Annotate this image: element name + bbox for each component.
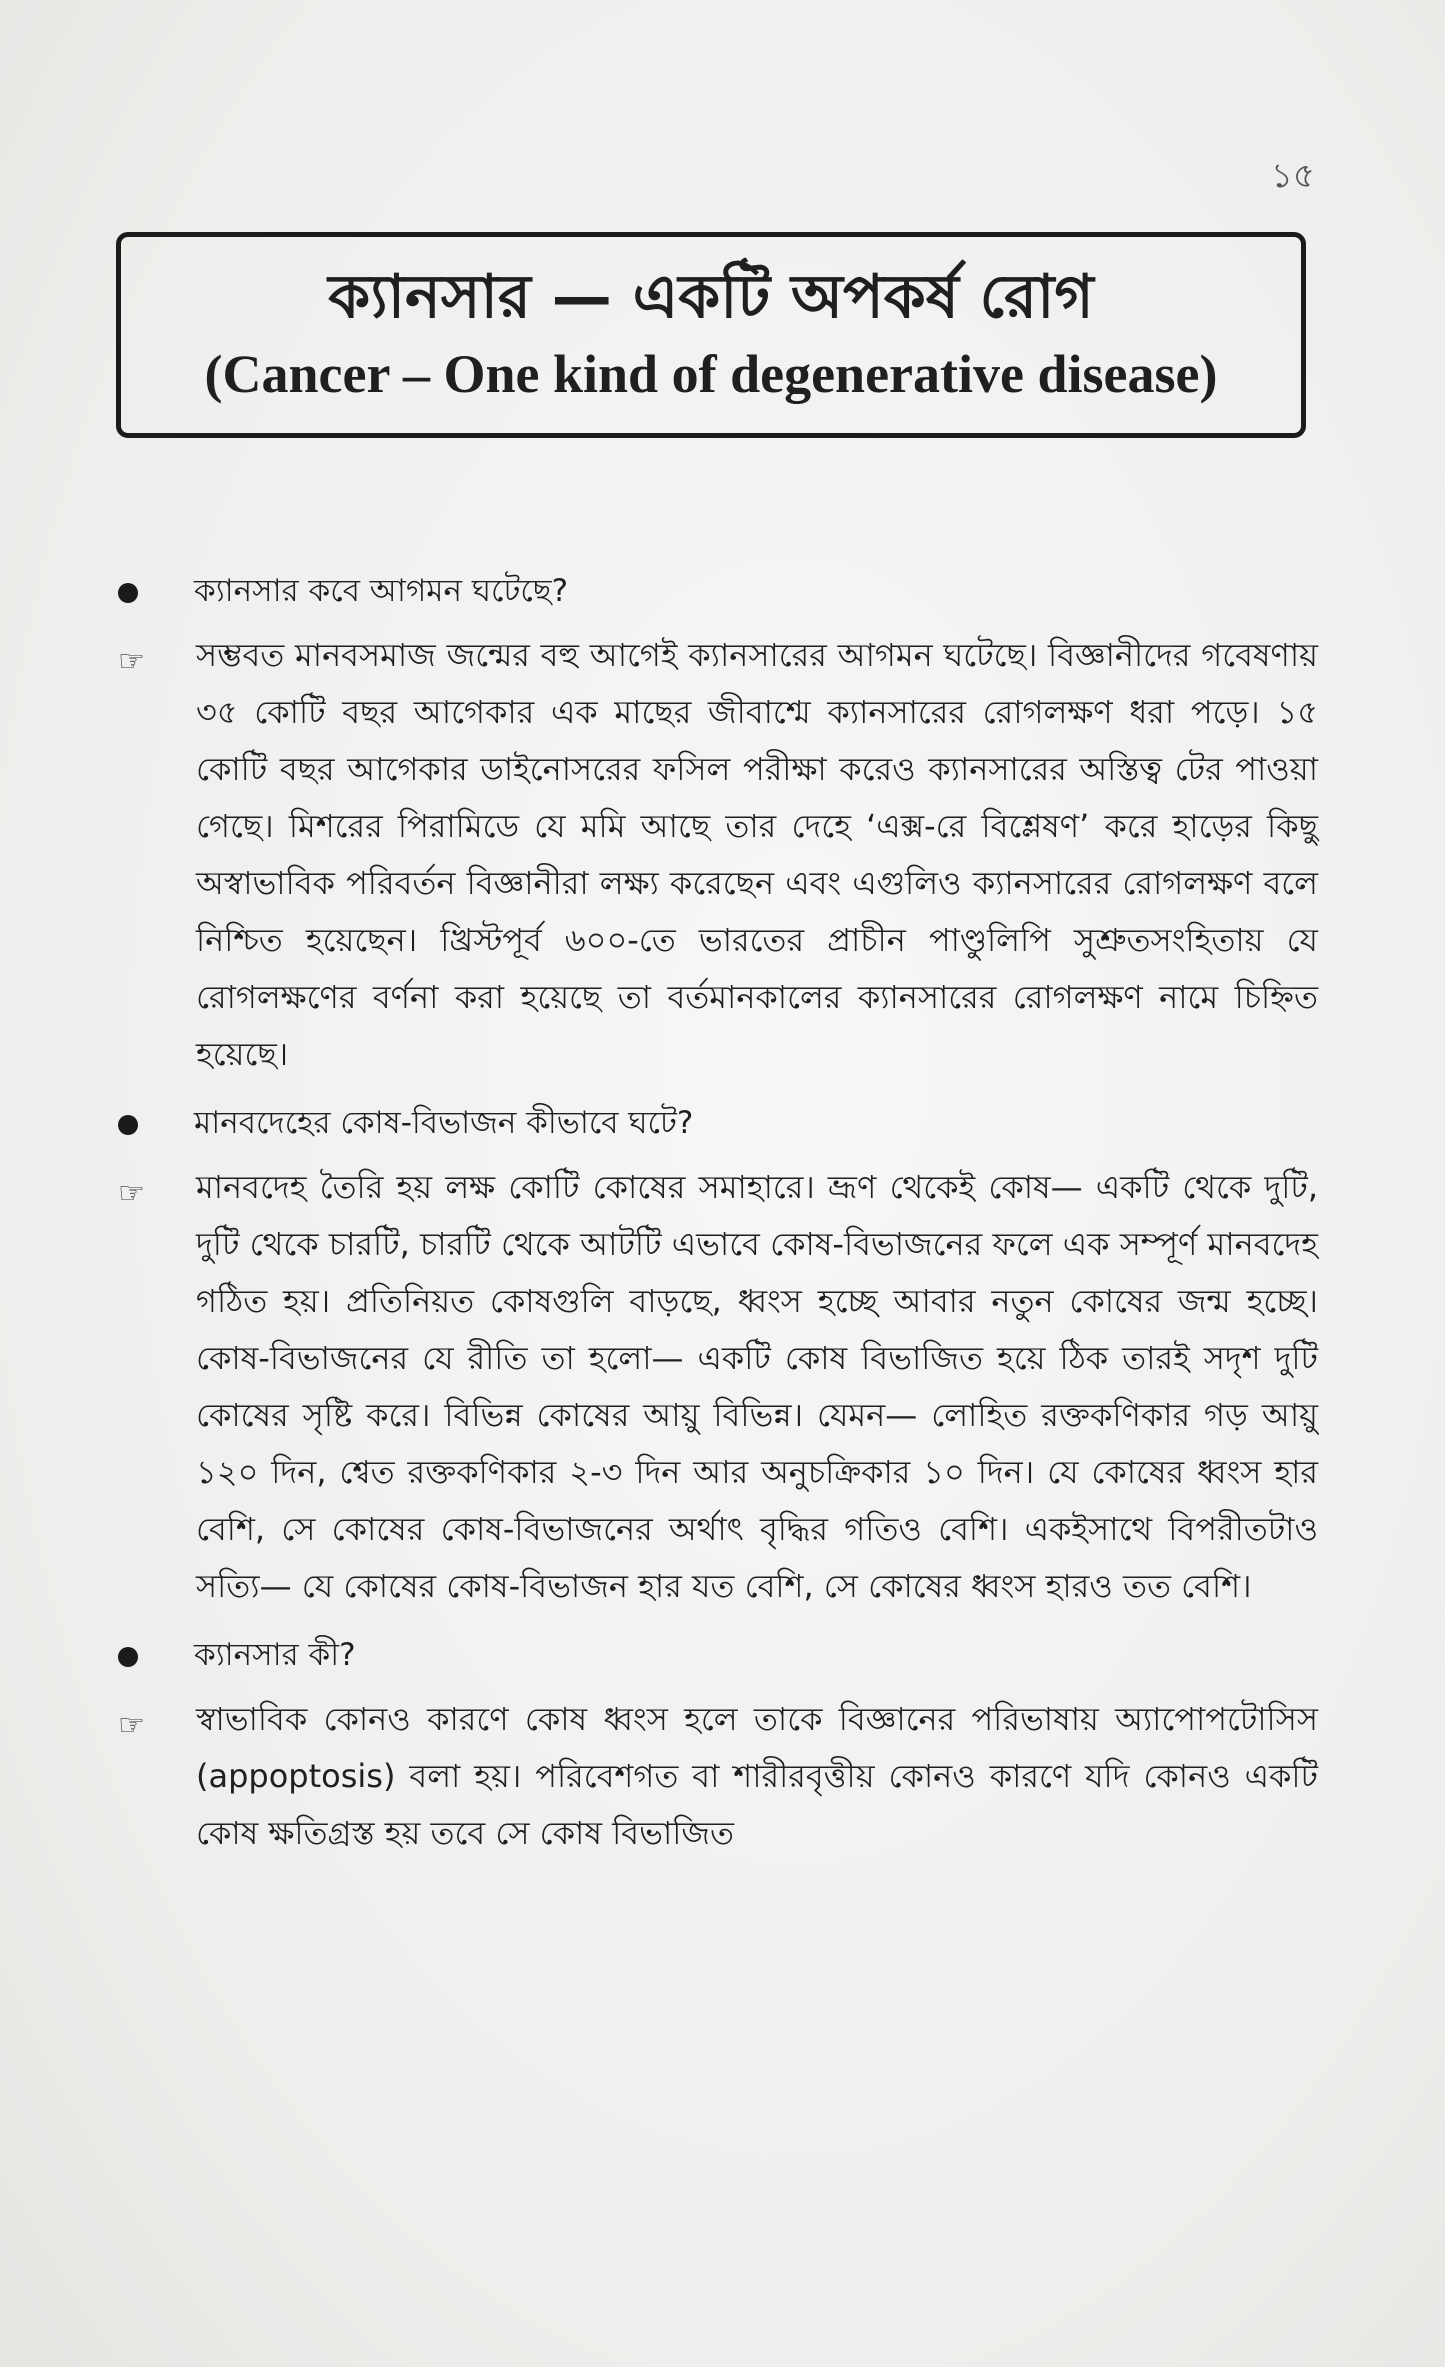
answer-text: মানবদেহ তৈরি হয় লক্ষ কোটি কোষের সমাহারে। ভ্রূণ থেকেই কোষ— একটি থেকে দুটি, দুটি থেকে চারটি, চারটি থেকে আটটি এভাবে কোষ-বিভাজনের ফলে এক সম্পূর্ণ মানবদেহ গঠিত হয়। প্রতিনিয়ত কোষগুলি বাড়ছে, ধ্বংস হচ্ছে আবার নতুন কোষের জন্ম হচ্ছে। কোষ-বিভাজনের যে রীতি তা হলো— একটি কোষ বিভাজিত হয়ে ঠিক তারই সদৃশ দুটি কোষের সৃষ্টি করে। বিভিন্ন কোষের আয়ু বিভিন্ন। যেমন— লোহিত রক্তকণিকার গড় আয়ু ১২০ দিন, শ্বেত রক্তকণিকার ২-৩ দিন আর অনুচক্রিকার ১০ দিন। যে কোষের ধ্বংস হার বেশি, সে কোষের কোষ-বিভাজনের অর্থাৎ বৃদ্ধির গতিও বেশি। একইসাথে বিপরীতটাও সত্যি— যে কোষের কোষ-বিভাজন হার যত বেশি, সে কোষের ধ্বংস হারও তত বেশি। bbox=[196, 1168, 1318, 1605]
bullet-icon bbox=[118, 583, 138, 603]
pointing-hand-icon: ☞ bbox=[118, 644, 145, 679]
question-text: মানবদেহের কোষ-বিভাজন কীভাবে ঘটে? bbox=[194, 1105, 694, 1141]
answer-paragraph bbox=[118, 1691, 1318, 1862]
question-text: ক্যানসার কবে আগমন ঘটেছে? bbox=[194, 573, 569, 609]
bullet-icon bbox=[118, 1115, 138, 1135]
answer-text: সম্ভবত মানবসমাজ জন্মের বহু আগেই ক্যানসারের আগমন ঘটেছে। বিজ্ঞানীদের গবেষণায় ৩৫ কোটি বছর আগেকার এক মাছের জীবাশ্মে ক্যানসারের রোগলক্ষণ ধরা পড়ে। ১৫ কোটি বছর আগেকার ডাইনোসরের ফসিল পরীক্ষা করেও ক্যানসারের অস্তিত্ব টের পাওয়া গেছে। মিশরের পিরামিডে যে মমি আছে তার দেহে ‘এক্স-রে বিশ্লেষণ’ করে হাড়ের কিছু অস্বাভাবিক পরিবর্তন বিজ্ঞানীরা লক্ষ্য করেছেন এবং এগুলিও ক্যানসারের রোগলক্ষণ বলে নিশ্চিত হয়েছেন। খ্রিস্টপূর্ব ৬০০-তে ভারতের প্রাচীন পাণ্ডুলিপি সুশ্রুতসংহিতায় যে রোগলক্ষণের বর্ণনা করা হয়েছে তা বর্তমানকালের ক্যানসারের রোগলক্ষণ নামে চিহ্নিত হয়েছে। bbox=[196, 636, 1318, 1073]
pointing-hand-icon: ☞ bbox=[118, 1176, 145, 1211]
content bbox=[118, 565, 1318, 1876]
answer-text: স্বাভাবিক কোনও কারণে কোষ ধ্বংস হলে তাকে বিজ্ঞানের পরিভাষায় অ্যাপোপটোসিস (appoptosis) বলা হয়। পরিবেশগত বা শারীরবৃত্তীয় কোনও কারণে যদি কোনও একটি কোষ ক্ষতিগ্রস্ত হয় তবে সে কোষ বিভাজিত bbox=[196, 1700, 1318, 1852]
answer-paragraph bbox=[118, 1159, 1318, 1615]
chapter-title-bengali: ক্যানসার — একটি অপকর্ষ রোগ bbox=[328, 262, 1094, 332]
question-heading bbox=[118, 1097, 1318, 1153]
question-text: ক্যানসার কী? bbox=[194, 1637, 356, 1673]
chapter-title-english: (Cancer – One kind of degenerative disease) bbox=[204, 344, 1218, 404]
page-number: ১৫ bbox=[1270, 156, 1315, 196]
question-heading bbox=[118, 1629, 1318, 1685]
bullet-icon bbox=[118, 1647, 138, 1667]
question-heading bbox=[118, 565, 1318, 621]
chapter-title-box bbox=[116, 232, 1306, 438]
pointing-hand-icon: ☞ bbox=[118, 1708, 145, 1743]
answer-paragraph bbox=[118, 627, 1318, 1083]
